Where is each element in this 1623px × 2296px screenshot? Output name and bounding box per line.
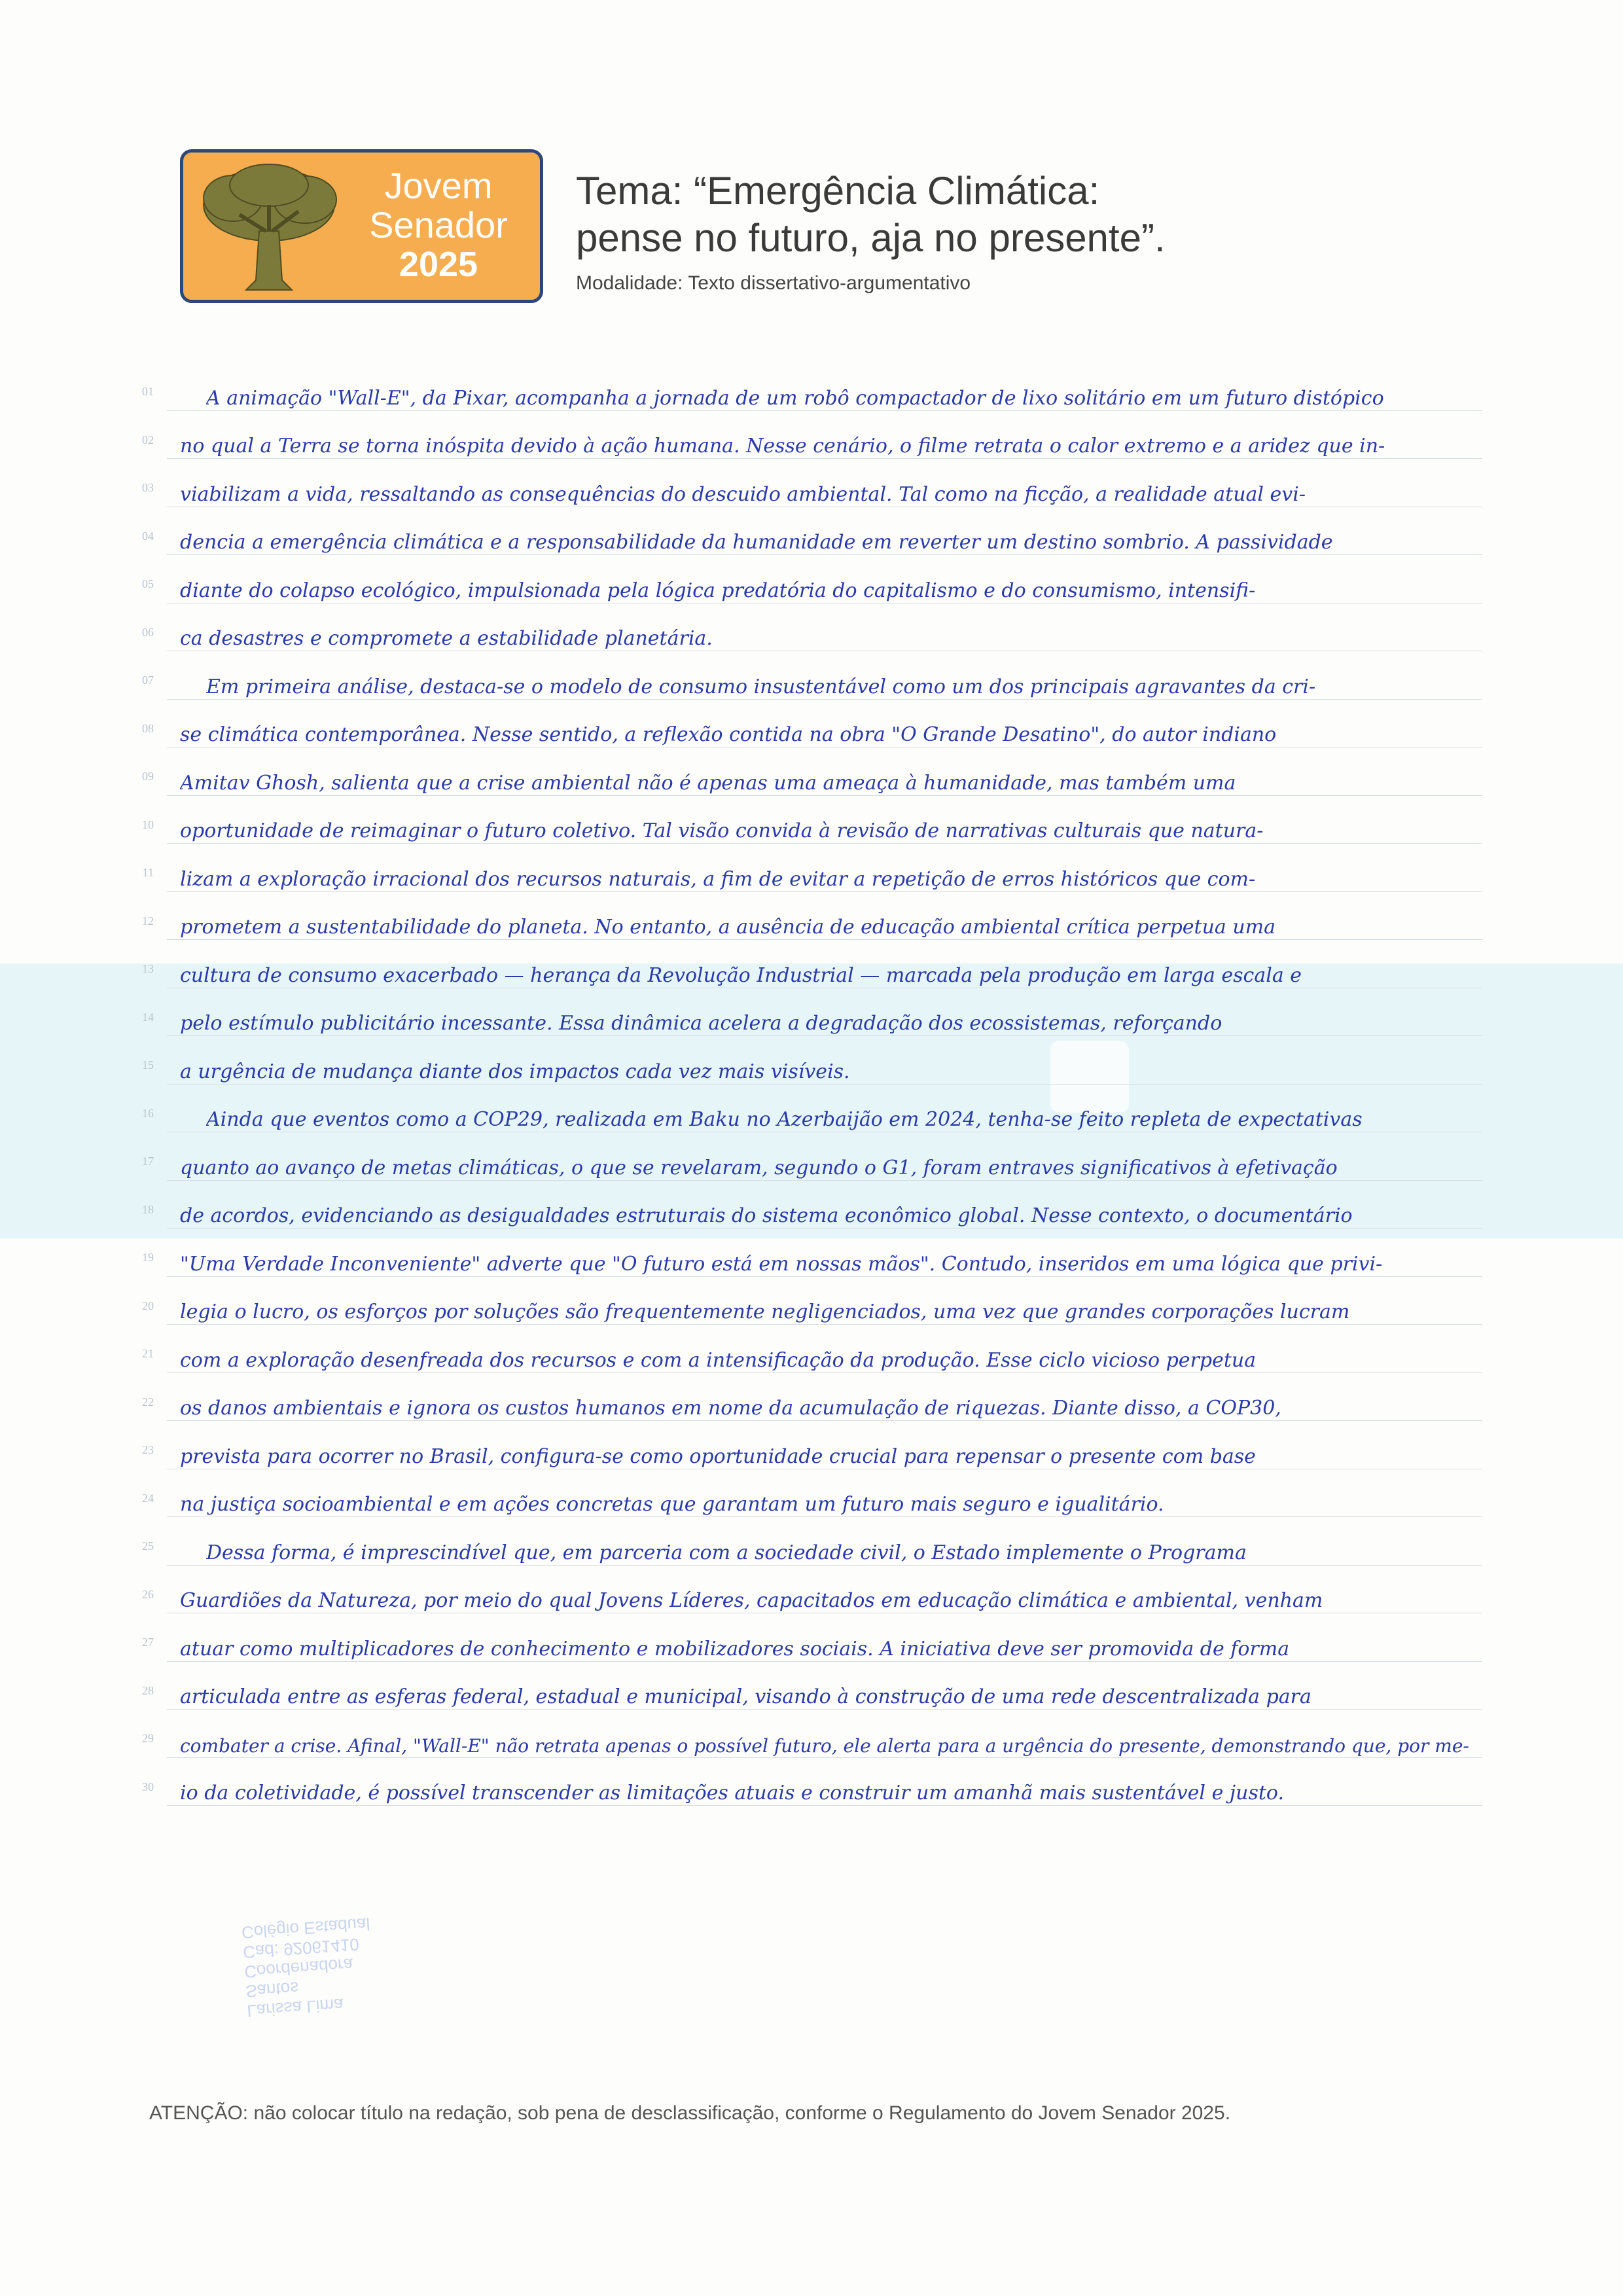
- ruled-line: [167, 1516, 1482, 1517]
- line-number: 07: [142, 673, 154, 687]
- line-text: no qual a Terra se torna inóspita devido à ação humana. Nesse cenário, o filme retrata o calor extremo e a aridez que in-: [180, 435, 1385, 457]
- essay-line: [128, 1664, 1482, 1713]
- essay-line: [128, 1376, 1482, 1424]
- line-text: lizam a exploração irracional dos recursos naturais, a fim de evitar a repetição de erros históricos que com-: [180, 867, 1256, 891]
- line-number: 18: [142, 1202, 154, 1216]
- line-text: legia o lucro, os esforços por soluções são frequentemente negligenciados, uma vez que grandes corporações lucram: [180, 1300, 1350, 1323]
- line-number: 22: [142, 1395, 154, 1408]
- line-text: cultura de consumo exacerbado — herança da Revolução Industrial — marcada pela produção em larga escala e: [180, 963, 1302, 987]
- line-number: 14: [142, 1010, 154, 1024]
- essay-line: [128, 1327, 1482, 1376]
- line-number: 15: [142, 1058, 154, 1071]
- essay-line: [128, 1280, 1482, 1328]
- essay-line: [128, 1472, 1482, 1520]
- ruled-line: [167, 1228, 1482, 1229]
- line-number: 21: [142, 1347, 154, 1360]
- line-text: quanto ao avanço de metas climáticas, o que se revelaram, segundo o G1, foram entraves significativos à efetivação: [180, 1156, 1338, 1179]
- line-number: 11: [142, 866, 154, 879]
- line-text: com a exploração desenfreada dos recursos e com a intensificação da produção. Esse ciclo vicioso perpetua: [180, 1348, 1257, 1372]
- line-number: 24: [142, 1491, 154, 1505]
- essay-line: [128, 1712, 1482, 1761]
- line-text: dencia a emergência climática e a responsabilidade da humanidade em reverter um destino sombrio. A passividade: [180, 531, 1333, 554]
- line-text: prometem a sustentabilidade do planeta. No entanto, a ausência de educação ambiental crítica perpetua uma: [180, 916, 1275, 939]
- footer-notice: ATENÇÃO: não colocar título na redação, sob pena de desclassificação, conforme o Regulamento do Jovem Senador 2025.: [149, 2102, 1231, 2124]
- line-number: 30: [142, 1780, 154, 1793]
- line-number: 13: [142, 962, 154, 975]
- line-number: 02: [142, 433, 154, 446]
- line-text: articulada entre as esferas federal, estadual e municipal, visando à construção de uma rede descentralizada para: [180, 1685, 1311, 1708]
- line-text: Ainda que eventos como a COP29, realizada em Baku no Azerbaijão em 2024, tenha-se feito repleta de expectativas: [206, 1108, 1363, 1131]
- line-number: 06: [142, 625, 154, 639]
- essay-line: [128, 750, 1482, 798]
- essay-line: [128, 1135, 1482, 1183]
- line-text: viabilizam a vida, ressaltando as consequências do descuido ambiental. Tal como na ficção, a realidade atual evi-: [180, 482, 1306, 506]
- line-number: 16: [142, 1106, 154, 1120]
- line-number: 23: [142, 1443, 154, 1456]
- logo-line-1: Jovem: [384, 165, 493, 206]
- line-text: de acordos, evidenciando as desigualdades estruturais do sistema econômico global. Nesse contexto, o documentário: [180, 1204, 1353, 1227]
- jovem-senador-logo: [180, 149, 543, 303]
- tree-icon: [194, 159, 344, 296]
- line-text: ca desastres e compromete a estabilidade planetária.: [180, 627, 713, 650]
- line-number: 27: [142, 1636, 154, 1649]
- line-text: Guardiões da Natureza, por meio do qual Jovens Líderes, capacitados em educação climática e ambiental, venham: [180, 1589, 1323, 1612]
- line-text: na justiça socioambiental e em ações concretas que garantam um futuro mais seguro e igualitário.: [180, 1493, 1164, 1516]
- line-number: 05: [142, 577, 154, 590]
- line-text: io da coletividade, é possível transcender as limitações atuais e construir um amanhã mais sustentável e justo.: [180, 1782, 1285, 1804]
- essay-line: [128, 1039, 1482, 1087]
- essay-line: [128, 1424, 1482, 1472]
- ruled-line: [167, 1757, 1482, 1758]
- essay-line: [128, 558, 1482, 606]
- essay-line: [128, 654, 1482, 702]
- ruled-line: [167, 1276, 1482, 1277]
- ruled-line: [167, 1661, 1482, 1662]
- ruled-line: [167, 843, 1482, 844]
- line-text: pelo estímulo publicitário incessante. Essa dinâmica acelera a degradação dos ecossistemas, reforçando: [180, 1012, 1222, 1035]
- essay-line: [128, 798, 1482, 847]
- theme-line-1: Tema: “Emergência Climática:: [576, 169, 1100, 213]
- line-text: atuar como multiplicadores de conhecimento e mobilizadores sociais. A iniciativa deve ser promovida de forma: [180, 1637, 1290, 1660]
- essay-line: [128, 1231, 1482, 1280]
- line-text: oportunidade de reimaginar o futuro coletivo. Tal visão convida à revisão de narrativas culturais que natura-: [180, 819, 1264, 842]
- ruled-line: [167, 1180, 1482, 1181]
- line-text: se climática contemporânea. Nesse sentido, a reflexão contida na obra "O Grande Desatino", do autor indiano: [180, 723, 1277, 746]
- essay-line: [128, 1183, 1482, 1232]
- essay-line: [128, 414, 1482, 462]
- ruled-line: [167, 554, 1482, 555]
- theme-line-2: pense no futuro, aja no presente”.: [576, 216, 1166, 260]
- line-number: 10: [142, 817, 154, 831]
- line-number: 28: [142, 1683, 154, 1697]
- essay-line: [128, 606, 1482, 655]
- line-number: 20: [142, 1299, 154, 1312]
- line-text: prevista para ocorrer no Brasil, configura-se como oportunidade crucial para repensar o presente com base: [180, 1444, 1256, 1468]
- line-number: 29: [142, 1732, 154, 1745]
- ruled-line: [167, 1709, 1482, 1710]
- line-number: 26: [142, 1587, 154, 1601]
- ruled-line: [167, 1084, 1482, 1085]
- line-text: diante do colapso ecológico, impulsionada pela lógica predatória do capitalismo e do consumismo, intensifi-: [180, 579, 1256, 602]
- line-text: os danos ambientais e ignora os custos humanos em nome da acumulação de riquezas. Diante disso, a COP30,: [180, 1397, 1281, 1420]
- essay-line: [128, 1568, 1482, 1617]
- essay-line: [128, 510, 1482, 558]
- ruled-line: [167, 410, 1482, 411]
- essay-line: [128, 991, 1482, 1039]
- ruled-line: [167, 795, 1482, 796]
- essay-line: [128, 942, 1482, 991]
- essay-body: [128, 365, 1482, 1808]
- line-text: "Uma Verdade Inconveniente" adverte que "O futuro está em nossas mãos". Contudo, inseridos em uma lógica que privi-: [180, 1252, 1383, 1276]
- line-text: A animação "Wall-E", da Pixar, acompanha a jornada de um robô compactador de lixo solitário em um futuro distópico: [206, 386, 1384, 410]
- line-text: Dessa forma, é imprescindível que, em parceria com a sociedade civil, o Estado implemente o Programa: [206, 1541, 1247, 1564]
- ruled-line: [167, 1372, 1482, 1373]
- essay-line: [128, 895, 1482, 943]
- line-number: 25: [142, 1539, 154, 1552]
- modality-label: Modalidade: Texto dissertativo-argumentativo: [576, 272, 971, 294]
- line-number: 19: [142, 1251, 154, 1264]
- line-text: combater a crise. Afinal, "Wall-E" não retrata apenas o possível futuro, ele alerta para a urgência do presente, demonstrando que, por me-: [180, 1734, 1469, 1757]
- line-number: 08: [142, 721, 154, 735]
- line-number: 17: [142, 1155, 154, 1168]
- line-number: 01: [142, 385, 154, 398]
- ruled-line: [167, 1324, 1482, 1325]
- line-number: 04: [142, 529, 154, 543]
- ruled-line: [167, 1420, 1482, 1421]
- essay-line: [128, 1761, 1482, 1809]
- essay-line: [128, 1087, 1482, 1136]
- ruled-line: [167, 891, 1482, 892]
- line-number: 09: [142, 770, 154, 783]
- line-text: Em primeira análise, destaca-se o modelo de consumo insustentável como um dos principais agravantes da cri-: [206, 675, 1316, 698]
- logo-year: 2025: [399, 245, 478, 284]
- line-number: 12: [142, 914, 154, 927]
- ruled-line: [167, 1035, 1482, 1036]
- line-text: a urgência de mudança diante dos impactos cada vez mais visíveis.: [180, 1060, 850, 1083]
- essay-line: [128, 846, 1482, 895]
- ruled-line: [167, 939, 1482, 940]
- page-header: [180, 149, 1227, 319]
- ruled-line: [167, 1565, 1482, 1566]
- line-text: Amitav Ghosh, salienta que a crise ambiental não é apenas uma ameaça à humanidade, mas também uma: [180, 771, 1236, 795]
- essay-line: [128, 702, 1482, 751]
- essay-line: [128, 365, 1482, 414]
- essay-line: [128, 1520, 1482, 1568]
- logo-line-2: Senador: [369, 204, 508, 245]
- stamp-imprint: Larissa Lima Santos Coordenadora Cad: 92061410 Colégio Estadual: [241, 1914, 371, 2021]
- ruled-line: [167, 699, 1482, 700]
- essay-line: [128, 1616, 1482, 1664]
- essay-line: [128, 461, 1482, 510]
- theme-block: [576, 168, 1263, 295]
- ruled-line: [167, 1805, 1482, 1806]
- ruled-line: [167, 458, 1482, 459]
- line-number: 03: [142, 481, 154, 494]
